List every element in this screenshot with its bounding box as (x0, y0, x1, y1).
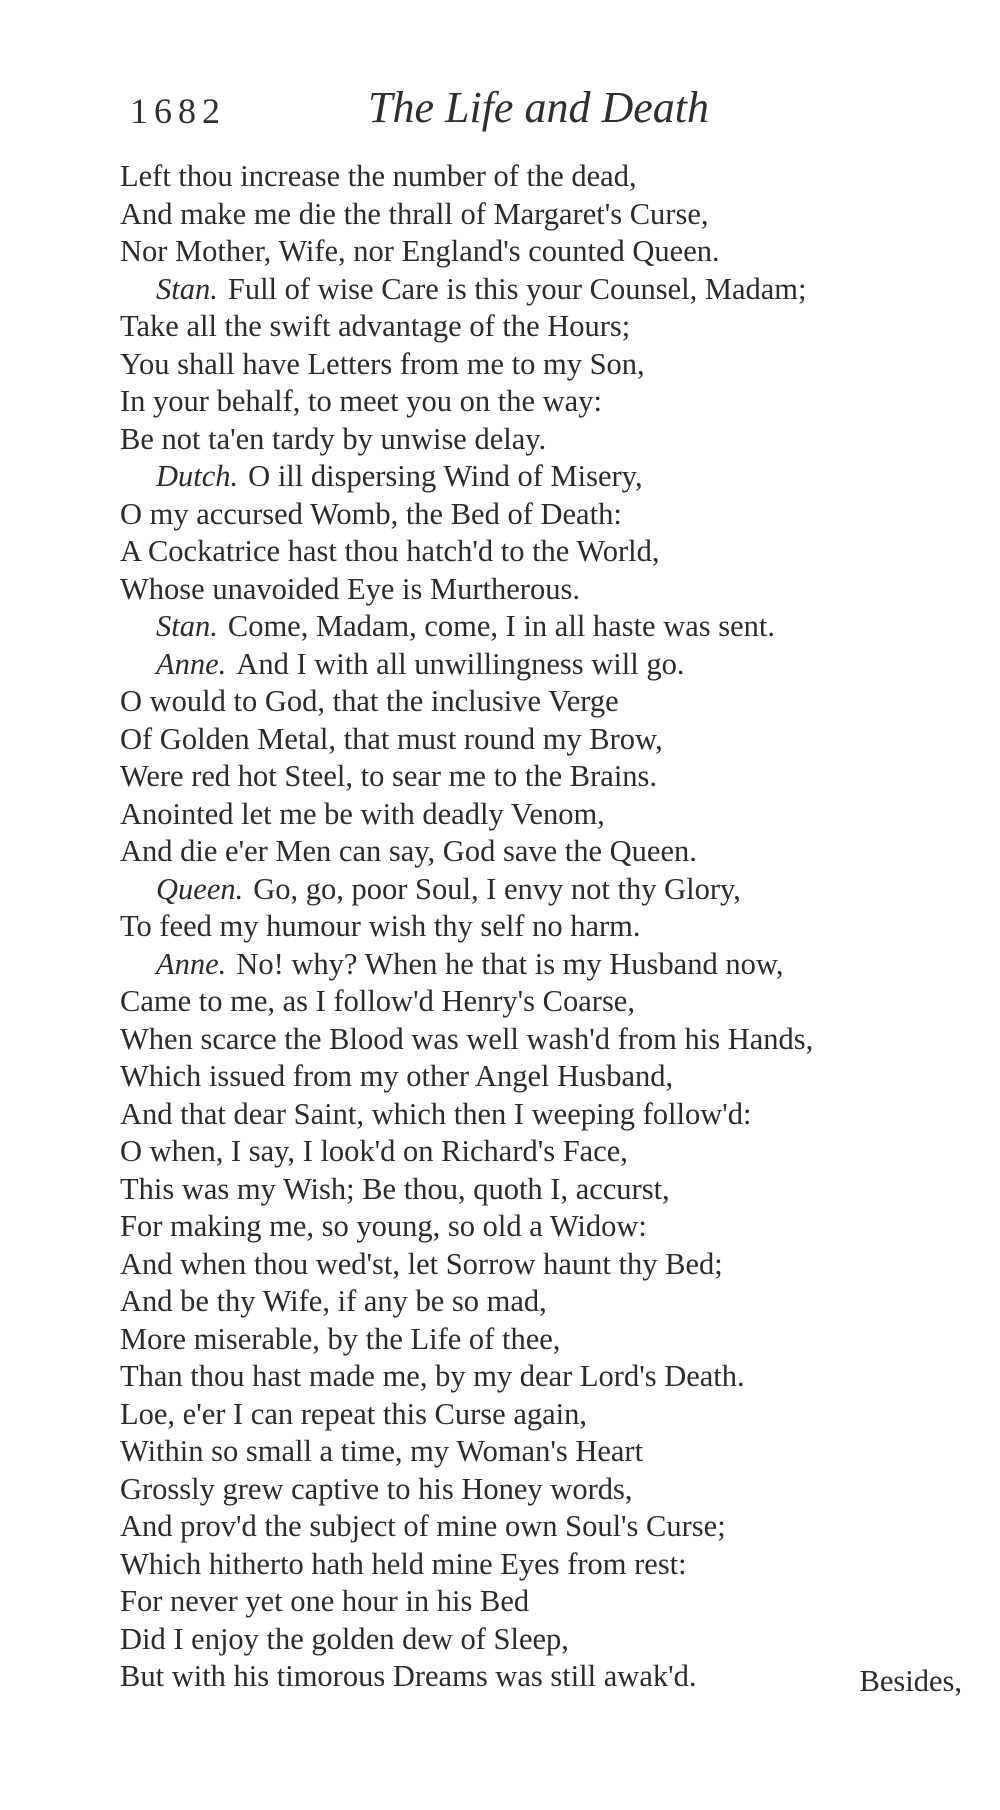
line-text: Within so small a time, my Woman's Heart (120, 1434, 644, 1468)
verse-line (120, 1583, 950, 1621)
verse-line (120, 758, 950, 796)
verse-line (120, 796, 950, 834)
line-text: O would to God, that the inclusive Verge (120, 684, 619, 718)
verse-line (120, 383, 950, 421)
line-text: Whose unavoided Eye is Murtherous. (120, 571, 580, 606)
verse-line (120, 946, 950, 984)
verse-line (120, 721, 950, 759)
speaker-name: Stan. (156, 609, 218, 643)
verse-line (120, 346, 950, 384)
line-text: Which issued from my other Angel Husband, (120, 1059, 674, 1093)
line-text: Nor Mother, Wife, nor England's counted Queen. (120, 234, 720, 268)
line-text: Of Golden Metal, that must round my Brow, (120, 721, 663, 756)
verse-line (120, 496, 950, 534)
verse-line (120, 1058, 950, 1096)
line-text: O my accursed Womb, the Bed of Death: (120, 496, 622, 531)
line-text: And be thy Wife, if any be so mad, (120, 1284, 547, 1318)
line-text: And prov'd the subject of mine own Soul's Curse; (120, 1509, 726, 1543)
line-text: Full of wise Care is this your Counsel, Madam; (227, 271, 807, 306)
verse-line (120, 1396, 950, 1434)
verse-line (120, 1171, 950, 1209)
verse-line (120, 1246, 950, 1284)
verse-line (120, 271, 950, 309)
line-text: No! why? When he that is my Husband now, (236, 946, 784, 981)
line-text: When scarce the Blood was well wash'd from his Hands, (120, 1021, 814, 1056)
verse-line (120, 1508, 950, 1546)
verse-line (120, 421, 950, 459)
line-text: Go, go, poor Soul, I envy not thy Glory, (253, 871, 741, 906)
line-text: Grossly grew captive to his Honey words, (120, 1471, 633, 1506)
speaker-name: Dutch. (156, 459, 239, 493)
verse-line (120, 533, 950, 571)
line-text: And that dear Saint, which then I weeping follow'd: (120, 1096, 752, 1131)
line-text: And I with all unwillingness will go. (236, 646, 685, 681)
verse-line (120, 158, 950, 196)
line-text: Were red hot Steel, to sear me to the Brains. (120, 759, 658, 793)
line-text: And die e'er Men can say, God save the Queen. (120, 834, 697, 868)
line-text: But with his timorous Dreams was still awak'd. (120, 1659, 697, 1693)
line-text: More miserable, by the Life of thee, (120, 1321, 561, 1356)
line-text: Left thou increase the number of the dead, (120, 159, 637, 193)
verse-line (120, 1096, 950, 1134)
verse-line (120, 1321, 950, 1359)
verse-line (120, 683, 950, 721)
line-text: This was my Wish; Be thou, quoth I, accurst, (120, 1171, 670, 1206)
verse-line (120, 1658, 950, 1696)
verse-line (120, 308, 950, 346)
line-text: A Cockatrice hast thou hatch'd to the World, (120, 534, 660, 568)
verse-line (120, 1208, 950, 1246)
verse-line (120, 196, 950, 234)
line-text: Come, Madam, come, I in all haste was sent. (227, 609, 776, 643)
verse-line (120, 646, 950, 684)
verse-line (120, 1546, 950, 1584)
line-text: For never yet one hour in his Bed (120, 1584, 530, 1618)
line-text: Came to me, as I follow'd Henry's Coarse, (120, 984, 635, 1018)
verse-line (120, 1621, 950, 1659)
line-text: O ill dispersing Wind of Misery, (248, 459, 643, 493)
speaker-name: Anne. (156, 946, 227, 981)
line-text: For making me, so young, so old a Widow: (120, 1209, 647, 1243)
verse-line (120, 908, 950, 946)
verse-line (120, 1358, 950, 1396)
line-text: Anointed let me be with deadly Venom, (120, 796, 605, 831)
speaker-name: Anne. (156, 646, 227, 681)
line-text: And when thou wed'st, let Sorrow haunt thy Bed; (120, 1246, 723, 1281)
line-text: Take all the swift advantage of the Hours; (120, 309, 631, 343)
verse-line (120, 1133, 950, 1171)
verse-line (120, 1471, 950, 1509)
line-text: O when, I say, I look'd on Richard's Face, (120, 1134, 628, 1168)
page-number: 1682 (130, 91, 226, 131)
speaker-name: Stan. (156, 271, 218, 306)
verse-line (120, 1433, 950, 1471)
line-text: Than thou hast made me, by my dear Lord's Death. (120, 1359, 745, 1393)
verse-line (120, 233, 950, 271)
verse-line (120, 608, 950, 646)
verse-line (120, 1021, 950, 1059)
speaker-name: Queen. (156, 871, 244, 906)
line-text: Be not ta'en tardy by unwise delay. (120, 421, 547, 456)
line-text: Loe, e'er I can repeat this Curse again, (120, 1396, 588, 1431)
line-text: You shall have Letters from me to my Son, (120, 346, 645, 381)
page-header (120, 82, 720, 142)
verse-text (120, 158, 950, 1696)
verse-line (120, 983, 950, 1021)
verse-line (120, 833, 950, 871)
line-text: In your behalf, to meet you on the way: (120, 384, 602, 418)
verse-line (120, 871, 950, 909)
running-title: The Life and Death (368, 83, 709, 132)
line-text: And make me die the thrall of Margaret's Curse, (120, 196, 709, 231)
verse-line (120, 1283, 950, 1321)
verse-line (120, 458, 950, 496)
line-text: To feed my humour wish thy self no harm. (120, 909, 641, 943)
line-text: Which hitherto hath held mine Eyes from rest: (120, 1546, 687, 1581)
verse-line (120, 571, 950, 609)
line-text: Did I enjoy the golden dew of Sleep, (120, 1621, 569, 1656)
catchword: Besides, (859, 1664, 962, 1698)
